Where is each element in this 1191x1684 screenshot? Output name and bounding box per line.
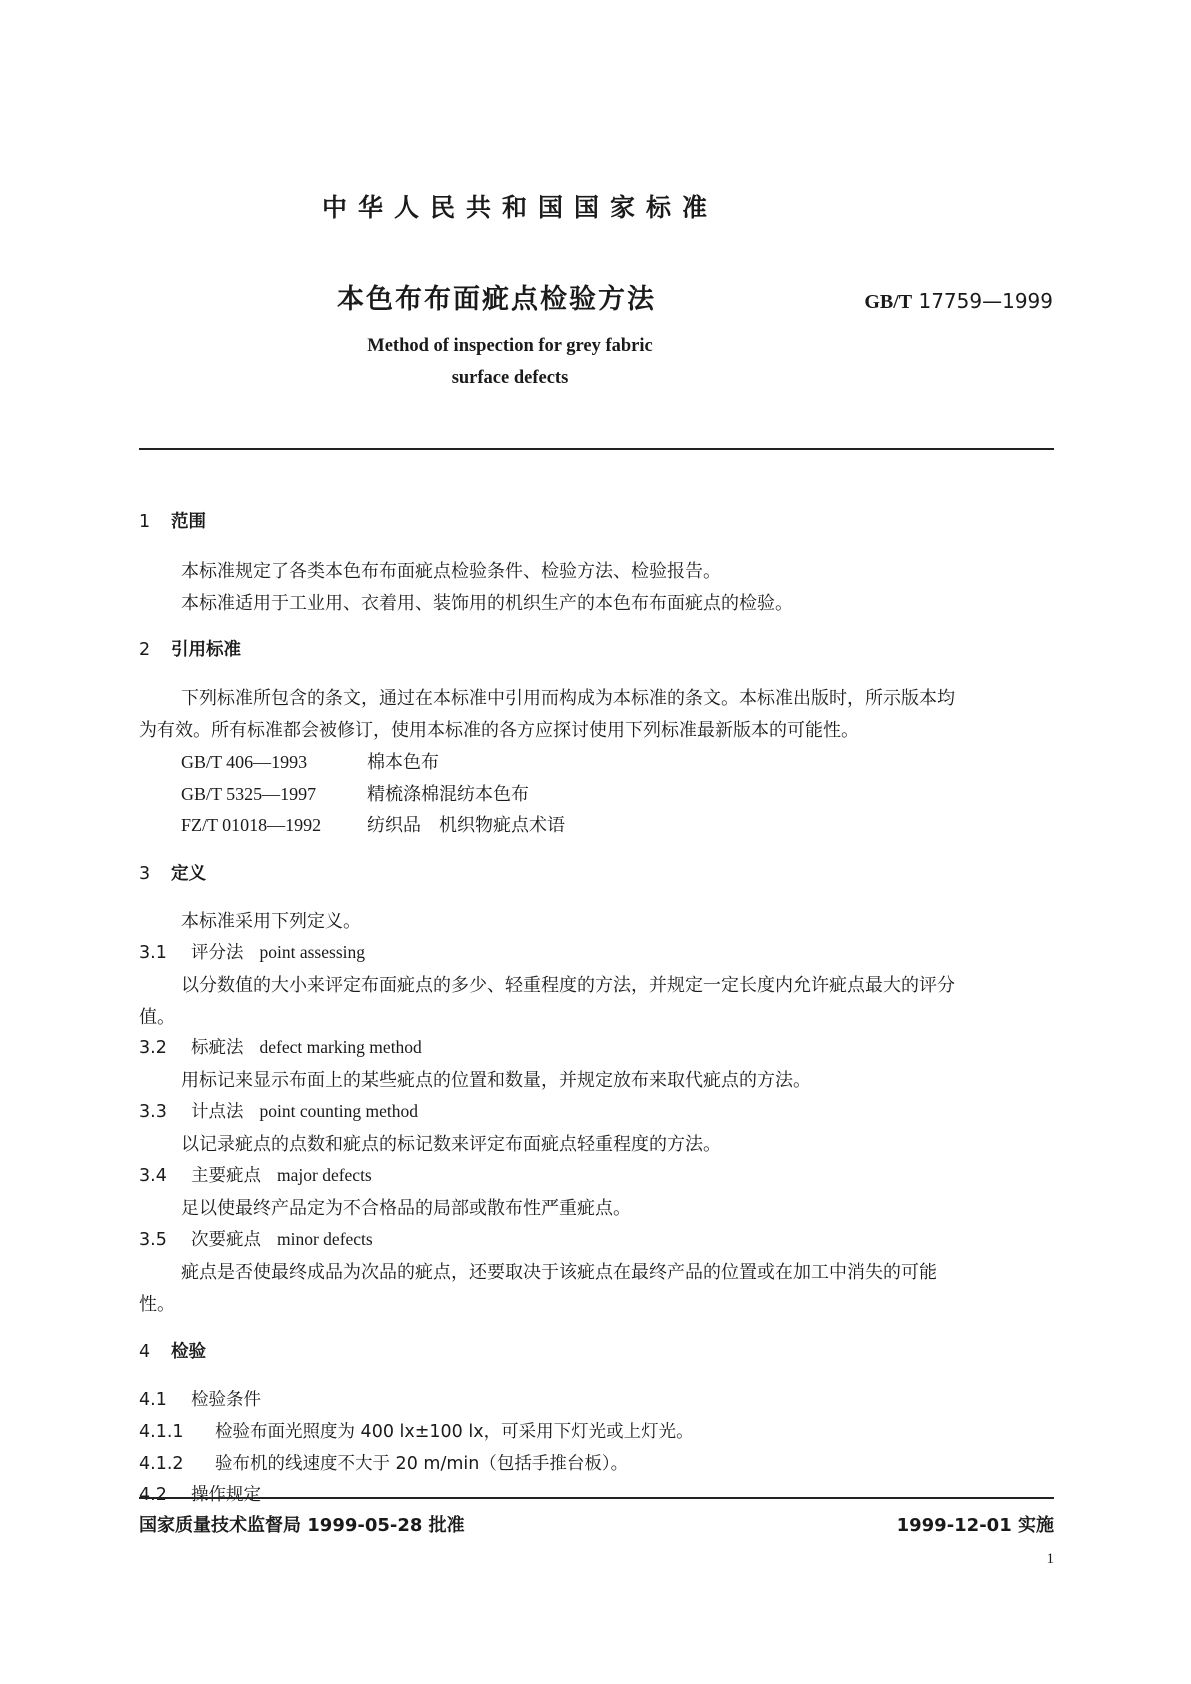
reference-item: GB/T 5325—1997 精梳涤棉混纺本色布 [181,784,529,805]
definition-3-4-text: 足以使最终产品定为不合格品的局部或散布性严重疵点。 [181,1198,631,1219]
definition-3-1-text-cont: 值。 [139,1007,175,1028]
reference-item: FZ/T 01018—1992 纺织品 机织物疵点术语 [181,815,565,836]
standard-code [864,289,1053,314]
definition-3-4-heading: 3.4 主要疵点 major defects [139,1165,372,1186]
section-3-intro: 本标准采用下列定义。 [181,911,361,932]
section-3-heading: 3 定义 [139,864,206,884]
document-title-en-line2: surface defects [451,368,569,388]
reference-item: GB/T 406—1993 棉本色布 [181,752,439,773]
standard-code-number: 17759—1999 [918,289,1053,313]
clause-4-1-2: 4.1.2 验布机的线速度不大于 20 m/min（包括手推台板）。 [139,1454,629,1474]
clause-4-1: 4.1 检验条件 [139,1390,261,1410]
implementation-date: 1999-12-01 实施 [896,1515,1054,1536]
definition-3-1-heading: 3.1 评分法 point assessing [139,942,365,963]
definition-3-3-heading: 3.3 计点法 point counting method [139,1101,418,1122]
section-2-heading: 2 引用标准 [139,640,241,660]
definition-3-5-text-cont: 性。 [139,1294,175,1315]
definition-3-2-text: 用标记来显示布面上的某些疵点的位置和数量，并规定放布来取代疵点的方法。 [181,1070,811,1091]
definition-3-1-text: 以分数值的大小来评定布面疵点的多少、轻重程度的方法，并规定一定长度内允许疵点最大的评分 [181,975,955,996]
approval-info: 国家质量技术监督局 1999-05-28 批准 [139,1515,465,1536]
section-1-heading: 1 范围 [139,512,206,532]
section-2-paragraph-line2: 为有效。所有标准都会被修订，使用本标准的各方应探讨使用下列标准最新版本的可能性。 [139,720,859,741]
section-4-heading: 4 检验 [139,1342,206,1362]
definition-3-3-text: 以记录疵点的点数和疵点的标记数来评定布面疵点轻重程度的方法。 [181,1134,721,1155]
section-1-paragraph-2: 本标准适用于工业用、衣着用、装饰用的机织生产的本色布布面疵点的检验。 [181,593,793,614]
footer-divider [139,1497,1054,1499]
definition-3-5-text: 疵点是否使最终成品为次品的疵点，还要取决于该疵点在最终产品的位置或在加工中消失的可能 [181,1262,937,1283]
document-title-zh: 本色布布面疵点检验方法 [337,284,656,315]
definition-3-2-heading: 3.2 标疵法 defect marking method [139,1037,422,1058]
clause-4-1-1: 4.1.1 检验布面光照度为 400 lx±100 lx，可采用下灯光或上灯光。 [139,1422,694,1442]
section-1-paragraph-1: 本标准规定了各类本色布布面疵点检验条件、检验方法、检验报告。 [181,561,721,582]
section-2-paragraph-line1: 下列标准所包含的条文，通过在本标准中引用而构成为本标准的条文。本标准出版时，所示版本均 [181,688,955,709]
header-divider [139,448,1054,450]
clause-4-2: 4.2 操作规定 [139,1485,261,1505]
standard-code-prefix: GB/T [864,291,913,313]
national-standard-label: 中华人民共和国国家标准 [322,193,719,222]
document-title-en-line1: Method of inspection for grey fabric [367,336,653,356]
page-number: 1 [1046,1551,1054,1567]
definition-3-5-heading: 3.5 次要疵点 minor defects [139,1229,373,1250]
